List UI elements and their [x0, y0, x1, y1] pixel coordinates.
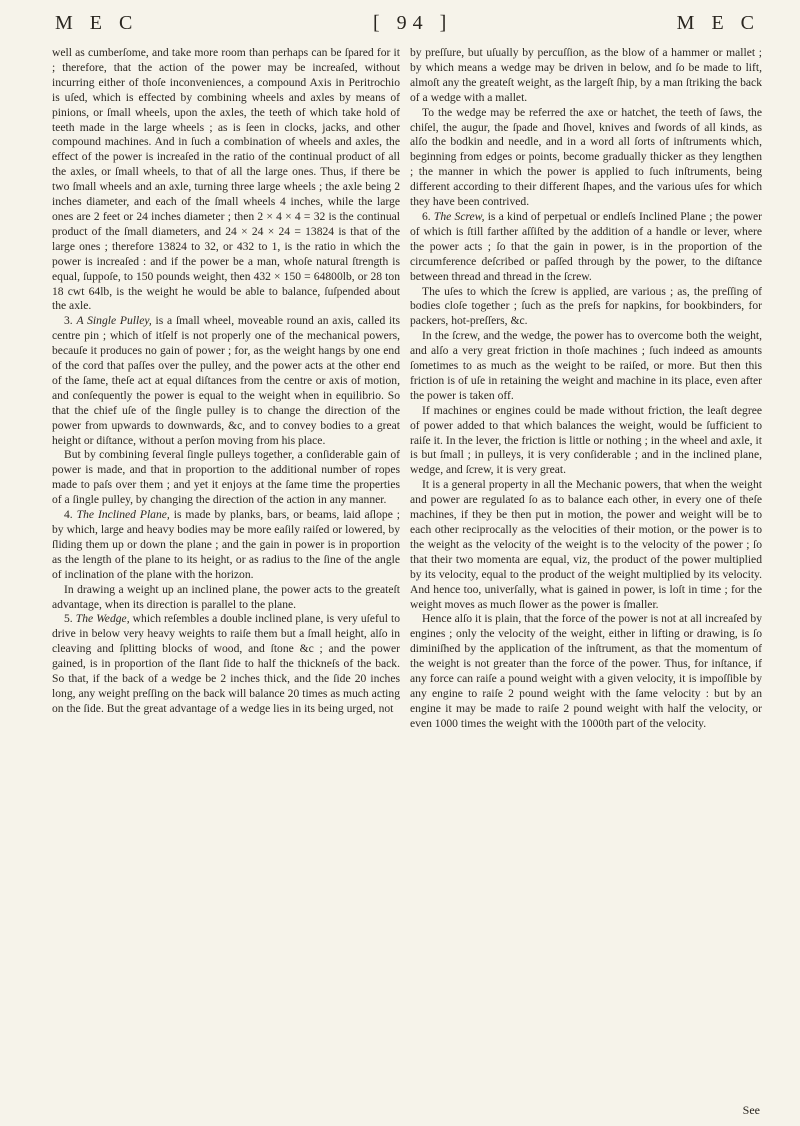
section-number: 6. — [422, 209, 431, 223]
paragraph: The uſes to which the ſcrew is applied, are various ; as, the preſſing of bodies cloſe together ; ſuch as the preſs for napkins, for bookbinders, for packers, hot-preſſers, &c. — [410, 284, 762, 328]
paragraph: is a ſmall wheel, moveable round an axis, called its centre pin ; which of itſelf is not properly one of the mechanical powers, becauſe it produces no gain of power ; for, as the weight hangs by one end of the cord that paſſes over the pulley, and the power acts at the other end of the ſame, theſe act at equal diſtances from the centre or axis of motion, and conſequently the power is equal to the weight when in equilibrio. So that the chief uſe of the ſingle pulley is to change the direction of the power from upwards to downwards, &c, and to convey bodies to a great height or diſtance, without a perſon moving from his place. — [52, 314, 400, 447]
paragraph: is made by planks, bars, or beams, laid aſlope ; by which, large and heavy bodies may be more eaſily raiſed or lowered, by ſliding them up or down the plane ; and the gain in power is in proportion as the length of the plane to its height, or as radius to the ſine of the angle of inclination of the plane with the horizon. — [52, 508, 400, 581]
paragraph: In drawing a weight up an inclined plane, the power acts to the greateſt advantage, when its direction is parallel to the plane. — [52, 582, 400, 611]
section-title: A Single Pulley, — [76, 314, 152, 328]
paragraph: To the wedge may be referred the axe or hatchet, the teeth of ſaws, the chiſel, the augur, the ſpade and ſhovel, knives and ſwords of all kinds, as alſo the bodkin and needle, and in a word all ſorts of inſtruments which, beginning from edges or points, become gradually thicker as they lengthen ; the manner in which the power is applied to ſuch inſtruments, being different according to their different ſhapes, and the various uſes for which they have been contrived. — [410, 105, 762, 209]
paragraph: If machines or engines could be made without friction, the leaſt degree of power added to that which balances the weight, would be ſufficient to raiſe it. In the lever, the friction is little or nothing ; in the wheel and axle, it is but ſmall ; in pulleys, it is very conſiderable ; and in the inclined plane, wedge, and ſcrew, it is very great. — [410, 403, 762, 477]
section-number: 4. — [64, 508, 73, 522]
section-wedge — [52, 612, 400, 716]
page-number: [ 94 ] — [373, 12, 453, 34]
catchword: See — [742, 1103, 760, 1117]
section-inclined-plane — [52, 508, 400, 583]
paragraph: well as cumberſome, and take more room than perhaps can be ſpared for it ; therefore, that the action of the power may be increaſed, without incurring either of thoſe inconveniences, a compound Axis in Peritrochio is uſed, which is effected by combining wheels and axles by means of pinions, or ſmall wheels, upon the axles, the teeth of which take hold of teeth made in the large wheels ; as is ſeen in clocks, jacks, and other compound machines. And in ſuch a combination of wheels and axles, the effect of the power is increaſed in the ratio of the continual product of all the axles, or ſmall wheels, to that of all the large ones. Thus, if there be two ſmall wheels and an axle, turning three large wheels ; the axle being 2 inches diameter, and each of the ſmall wheels 4 inches, while the large ones are 2 feet or 24 inches diameter ; then 2 × 4 × 4 = 32 is the continual product of the ſmall diameters, and 24 × 24 × 24 = 13824 is that of the large ones ; therefore 13824 to 32, or 432 to 1, is the ratio in which the power is increaſed : and if the power be a man, whoſe natural ſtrength is equal, ſuppoſe, to 150 pounds weight, then 432 × 150 = 64800lb, or 28 ton 18 cwt 64lb, is the weight he would be able to balance, ſuſpended about the axle. — [52, 46, 400, 313]
section-single-pulley — [52, 314, 400, 448]
paragraph: is a kind of perpetual or endleſs Inclined Plane ; the power of which is ſtill farther aſſiſted by the addition of a handle or lever, where the power acts ; ſo that the gain in power, is in the proportion of the circumference deſcribed or paſſed through by the power, to the diſtance between thread and thread in the ſcrew. — [410, 209, 762, 283]
running-header — [55, 12, 760, 42]
paragraph: Hence alſo it is plain, that the force of the power is not at all increaſed by engines ; only the velocity of the weight, either in lifting or drawing, is ſo diminiſhed by the application of the inſtrument, as that the momentum of the weight is not greater than the force of the power. Thus, for inſtance, if any force can raiſe a pound weight with a given velocity, it is impoſſible by any engine to raiſe 2 pound weight with the ſame velocity : but by an engine it may be made to raiſe 2 pound weight with half the velocity, or even 1000 times the weight with the 1000th part of the velocity. — [410, 612, 762, 730]
section-title: The Inclined Plane, — [76, 508, 170, 522]
left-column — [52, 46, 400, 717]
header-right: M E C — [676, 12, 760, 34]
paragraph: which reſembles a double inclined plane, is very uſeful to drive in below very heavy weights to raiſe them but a ſmall height, alſo in cleaving and ſplitting blocks of wood, and ſtone &c ; and the power gained, is in proportion of the ſlant ſide to half the thickneſs of the back. So that, if the back of a wedge be 2 inches thick, and the ſide 20 inches long, any weight preſſing on the back will balance 20 times as much acting on the ſide. But the great advantage of a wedge lies in its being urged, not — [52, 612, 400, 715]
paragraph: But by combining ſeveral ſingle pulleys together, a conſiderable gain of power is made, and that in proportion to the additional number of ropes made to paſs over them ; and yet it enjoys at the ſame time the properties of a ſingle pulley, by changing the direction of the action in any manner. — [52, 448, 400, 507]
section-title: The Screw, — [433, 209, 485, 223]
right-column — [410, 46, 762, 732]
paragraph: It is a general property in all the Mechanic powers, that when the weight and power are regulated ſo as to balance each other, in every one of theſe machines, if they be then put in motion, the power and weight will be to each other reciprocally as the velocities of their motion, or the power is to the weight as the velocity of the weight is to the velocity of the power ; ſo that their two momenta are equal, viz, the product of the power multiplied by its velocity, equal to the product of the weight multiplied by its velocity. And hence too, univerſally, what is gained in power, is loſt in time ; for the weight moves as much ſlower as the power is ſmaller. — [410, 478, 762, 611]
section-number: 5. — [64, 612, 73, 626]
section-screw — [410, 210, 762, 285]
paragraph: In the ſcrew, and the wedge, the power has to overcome both the weight, and alſo a very great friction in thoſe machines ; ſuch indeed as amounts ſometimes to as much as the weight to be raiſed, or more. But then this friction is of uſe in retaining the weight and machine in its place, even after the power is taken off. — [410, 329, 762, 402]
section-number: 3. — [64, 314, 73, 328]
header-left: M E C — [55, 12, 139, 34]
paragraph: by preſſure, but uſually by percuſſion, as the blow of a hammer or mallet ; by which means a wedge may be driven in below, and ſo be made to lift, almoſt any the greateſt weight, as the largeſt ſhip, by a man ſtriking the back of a wedge with a mallet. — [410, 46, 762, 104]
section-title: The Wedge, — [75, 612, 130, 626]
